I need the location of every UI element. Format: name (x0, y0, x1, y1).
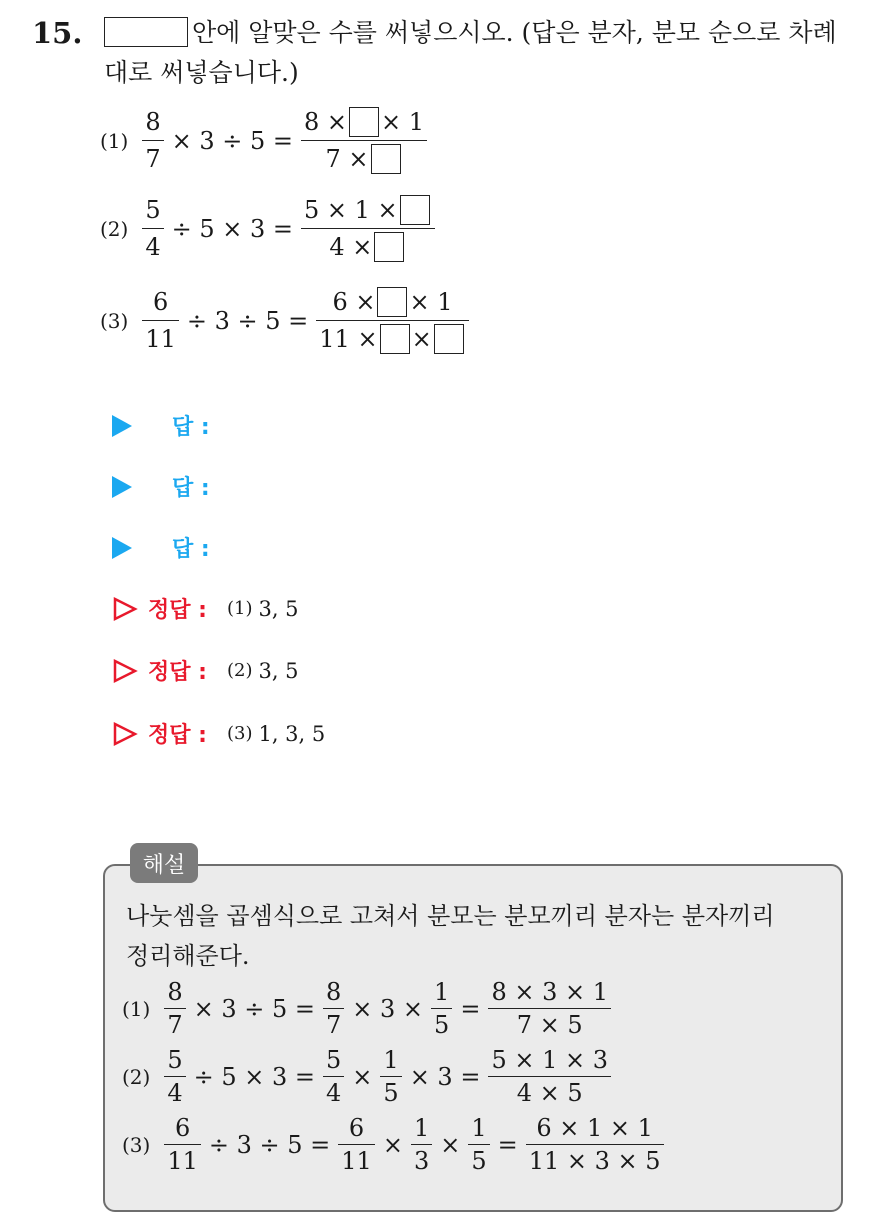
fraction (488, 1044, 611, 1109)
numerator: 8 (145, 108, 161, 136)
denominator: 5 (471, 1147, 487, 1175)
fraction (164, 1044, 185, 1109)
operation: × (440, 1130, 461, 1159)
operation: × (352, 1062, 373, 1091)
operation: × 3 = (409, 1062, 481, 1091)
play-triangle-icon (112, 476, 132, 498)
numerator: 5 (145, 196, 161, 224)
explanation-row-2 (122, 1044, 615, 1109)
answer-row-2[interactable] (112, 471, 210, 502)
answer-row-1[interactable] (112, 410, 210, 441)
problem-label: (3) (100, 308, 129, 333)
denominator (326, 229, 409, 265)
den-part: 4 × (329, 233, 373, 261)
answer-box-1-1[interactable] (349, 107, 379, 137)
num-part: 5 × 1 × (304, 196, 398, 224)
fraction (526, 1112, 664, 1177)
den-part: 7 × (325, 145, 369, 173)
outline-triangle-icon (112, 721, 138, 747)
denominator: 7 (326, 1011, 342, 1039)
num-part: 6 × (332, 288, 376, 316)
denominator: 4 (145, 233, 161, 261)
question-text-1: 안에 알맞은 수를 써넣으시오. (답은 분자, 분모 순으로 차례 (192, 18, 837, 47)
denominator (323, 141, 406, 177)
fraction (380, 1044, 401, 1109)
denominator: 5 (434, 1011, 450, 1039)
denominator: 11 (167, 1147, 198, 1175)
numerator: 1 (383, 1046, 399, 1074)
correct-answer-label: (2) (226, 660, 253, 681)
numerator (329, 284, 455, 320)
fraction (142, 192, 163, 265)
answer-box-1-2[interactable] (371, 144, 401, 174)
correct-answer-2 (112, 655, 299, 686)
correct-answer-value: 3, 5 (258, 596, 299, 621)
correct-answer-value: 1, 3, 5 (258, 721, 326, 746)
fraction (142, 284, 179, 357)
num-part: 8 × (304, 108, 348, 136)
problem-3 (100, 284, 473, 357)
denominator: 5 (383, 1079, 399, 1107)
problem-2 (100, 192, 439, 265)
denominator: 4 (326, 1079, 342, 1107)
denominator: 7 (167, 1011, 183, 1039)
outline-triangle-icon (112, 658, 138, 684)
numerator: 8 (167, 978, 183, 1006)
fraction (323, 976, 344, 1041)
row-label: (3) (122, 1132, 151, 1157)
fraction (142, 104, 163, 177)
explanation-tab: 해설 (130, 843, 198, 883)
den-part: × (411, 325, 432, 353)
question-line-1 (104, 14, 837, 52)
numerator: 5 (167, 1046, 183, 1074)
question-line-2: 대로 써넣습니다.) (104, 58, 299, 87)
operation: ÷ 5 × 3 = (171, 214, 294, 243)
answer-box-3-1[interactable] (377, 287, 407, 317)
operation: × (382, 1130, 403, 1159)
answer-label: 답 : (172, 476, 210, 501)
fraction (164, 976, 185, 1041)
explanation-text-2: 정리해준다. (126, 942, 250, 970)
correct-label: 정답 : (148, 660, 207, 685)
explanation-row-1 (122, 976, 615, 1041)
numerator: 1 (471, 1114, 487, 1142)
answer-fraction (316, 284, 468, 357)
denominator: 11 × 3 × 5 (528, 1147, 661, 1175)
denominator (316, 321, 468, 357)
correct-label: 정답 : (148, 723, 207, 748)
denominator: 7 × 5 (516, 1011, 583, 1039)
play-triangle-icon (112, 415, 132, 437)
operation: ÷ 3 ÷ 5 = (186, 306, 309, 335)
correct-answer-label: (1) (226, 598, 253, 619)
operation: ÷ 5 × 3 = (193, 1062, 316, 1091)
numerator (301, 192, 435, 228)
denominator: 4 × 5 (516, 1079, 583, 1107)
fraction (411, 1112, 432, 1177)
num-part: × 1 (381, 108, 425, 136)
operation: × 3 ÷ 5 = (193, 994, 316, 1023)
play-triangle-icon (112, 537, 132, 559)
fraction (431, 976, 452, 1041)
den-part: 11 × (319, 325, 378, 353)
denominator: 11 (341, 1147, 372, 1175)
numerator: 8 (326, 978, 342, 1006)
numerator: 1 (413, 1114, 430, 1142)
numerator: 6 (174, 1114, 191, 1142)
operation: = (460, 994, 481, 1023)
answer-row-3[interactable] (112, 532, 210, 563)
num-part: × 1 (409, 288, 453, 316)
numerator: 5 (326, 1046, 342, 1074)
fraction (164, 1112, 201, 1177)
answer-box-3-2[interactable] (380, 324, 410, 354)
numerator (301, 104, 427, 140)
fraction (468, 1112, 489, 1177)
fraction (338, 1112, 375, 1177)
explanation-text-1: 나눗셈을 곱셈식으로 고쳐서 분모는 분모끼리 분자는 분자끼리 (126, 902, 775, 930)
operation: × 3 ÷ 5 = (171, 126, 294, 155)
correct-answer-label: (3) (226, 723, 253, 744)
answer-label: 답 : (172, 537, 210, 562)
question-number: 15. (32, 16, 83, 50)
correct-label: 정답 : (148, 598, 207, 623)
answer-box-3-3[interactable] (434, 324, 464, 354)
answer-fraction (301, 104, 427, 177)
denominator: 7 (145, 145, 161, 173)
correct-answer-1 (112, 593, 299, 624)
fraction (323, 1044, 344, 1109)
operation: × 3 × (352, 994, 424, 1023)
numerator: 6 (348, 1114, 365, 1142)
numerator: 8 × 3 × 1 (491, 978, 608, 1006)
operation: = (497, 1130, 518, 1159)
row-label: (2) (122, 1064, 151, 1089)
answer-box-2-2[interactable] (374, 232, 404, 262)
explanation-row-3 (122, 1112, 668, 1177)
blank-box-example (104, 17, 188, 47)
answer-fraction (301, 192, 435, 265)
answer-label: 답 : (172, 415, 210, 440)
denominator: 4 (167, 1079, 183, 1107)
denominator: 11 (145, 325, 176, 353)
problem-1 (100, 104, 431, 177)
denominator: 3 (413, 1147, 430, 1175)
correct-answer-value: 3, 5 (258, 658, 299, 683)
fraction (488, 976, 611, 1041)
problem-label: (1) (100, 128, 129, 153)
row-label: (1) (122, 996, 151, 1021)
numerator: 6 × 1 × 1 (536, 1114, 653, 1142)
outline-triangle-icon (112, 596, 138, 622)
numerator: 5 × 1 × 3 (491, 1046, 608, 1074)
numerator: 1 (434, 978, 450, 1006)
problem-label: (2) (100, 216, 129, 241)
answer-box-2-1[interactable] (400, 195, 430, 225)
correct-answer-3 (112, 718, 325, 749)
operation: ÷ 3 ÷ 5 = (208, 1130, 331, 1159)
numerator: 6 (152, 288, 169, 316)
